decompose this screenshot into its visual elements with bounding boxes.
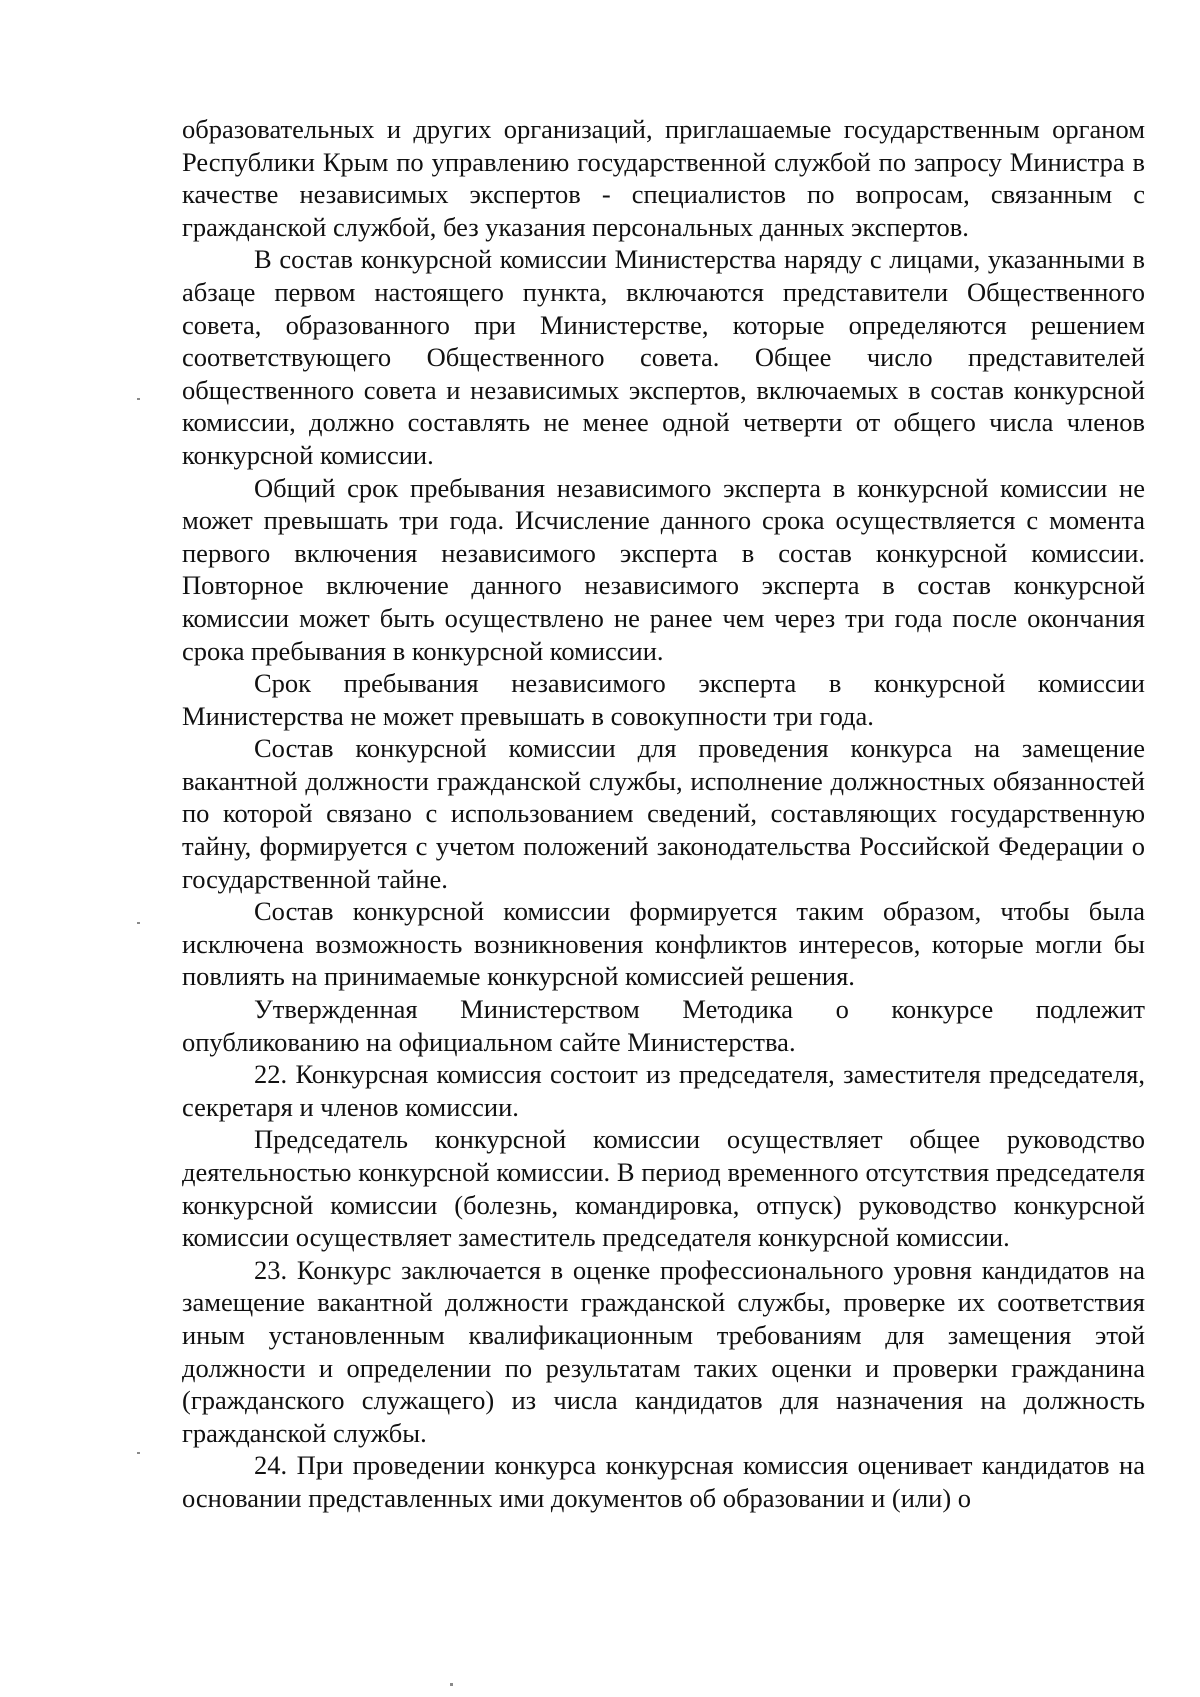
paragraph: Срок пребывания независимого эксперта в конкурсной комиссии Министерства не может превышать в совокупности три года.	[182, 668, 1145, 731]
paragraph: 24. При проведении конкурса конкурсная комиссия оценивает кандидатов на основании представленных ими документов об образовании и (или) о	[182, 1450, 1145, 1513]
paragraph: Председатель конкурсной комиссии осуществляет общее руководство деятельностью конкурсной комиссии. В период временного отсутствия председателя конкурсной комиссии (болезнь, командировка, отпуск) руководство конкурсной комиссии осуществляет заместитель председателя конкурсной комиссии.	[182, 1124, 1145, 1253]
paragraph: 22. Конкурсная комиссия состоит из председателя, заместителя председателя, секретаря и членов комиссии.	[182, 1059, 1145, 1122]
paragraph: В состав конкурсной комиссии Министерства наряду с лицами, указанными в абзаце первом настоящего пункта, включаются представители Общественного совета, образованного при Министерстве, которые определяются решением соответствующего Общественного совета. Общее число представителей общественного совета и независимых экспертов, включаемых в состав конкурсной комиссии, должно составлять не менее одной четверти от общего числа членов конкурсной комиссии.	[182, 244, 1145, 470]
paragraph: Общий срок пребывания независимого эксперта в конкурсной комиссии не может превышать три года. Исчисление данного срока осуществляется с момента первого включения независимого эксперта в состав конкурсной комиссии. Повторное включение данного независимого эксперта в состав конкурсной комиссии может быть осуществлено не ранее чем через три года после окончания срока пребывания в конкурсной комиссии.	[182, 472, 1145, 666]
paragraph: Состав конкурсной комиссии формируется таким образом, чтобы была исключена возможность возникновения конфликтов интересов, которые могли бы повлиять на принимаемые конкурсной комиссией решения.	[182, 896, 1145, 992]
paragraph: 23. Конкурс заключается в оценке профессионального уровня кандидатов на замещение вакантной должности гражданской службы, проверке их соответствия иным установленным квалификационным требованиям для замещения этой должности и определении по результатам таких оценки и проверки гражданина (гражданского служащего) из числа кандидатов для назначения на должность гражданской службы.	[182, 1254, 1145, 1448]
scan-speck	[137, 1452, 140, 1454]
document-body	[182, 113, 1145, 1515]
scan-speck	[450, 1683, 453, 1686]
paragraph: Состав конкурсной комиссии для проведения конкурса на замещение вакантной должности гражданской службы, исполнение должностных обязанностей по которой связано с использованием сведений, составляющих государственную тайну, формируется с учетом положений законодательства Российской Федерации о государственной тайне.	[182, 733, 1145, 894]
scan-speck	[137, 398, 140, 400]
scan-speck	[137, 922, 140, 924]
paragraph: Утвержденная Министерством Методика о конкурсе подлежит опубликованию на официальном сайте Министерства.	[182, 994, 1145, 1057]
paragraph: образовательных и других организаций, приглашаемые государственным органом Республики Крым по управлению государственной службой по запросу Министра в качестве независимых экспертов - специалистов по вопросам, связанным с гражданской службой, без указания персональных данных экспертов.	[182, 114, 1145, 242]
